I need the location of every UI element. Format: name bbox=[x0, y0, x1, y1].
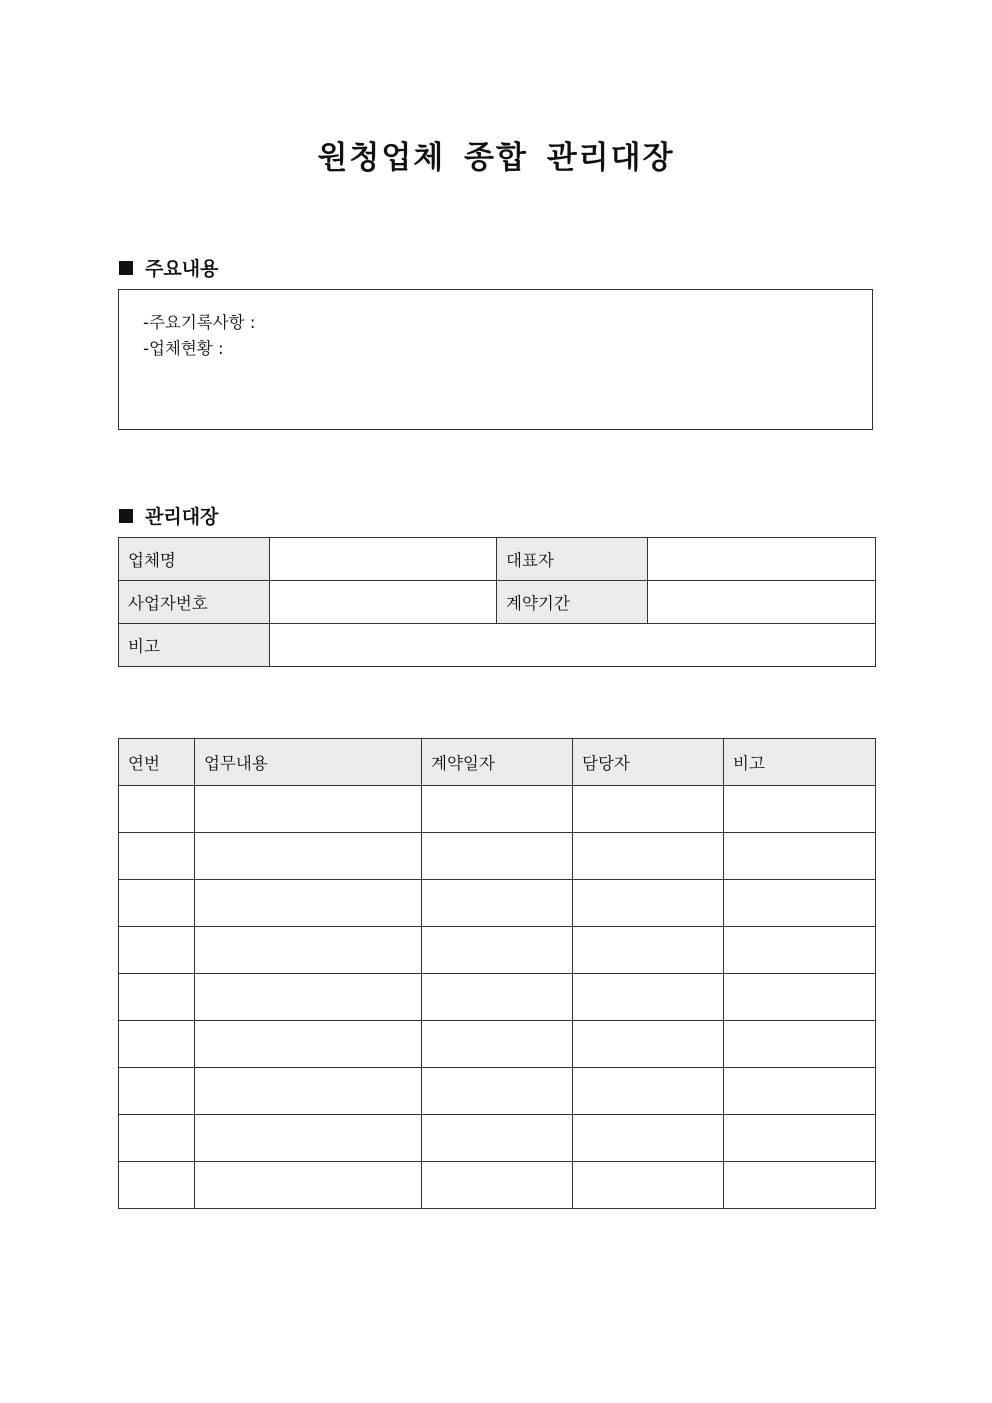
table-row bbox=[119, 927, 876, 974]
serial-number-cell[interactable] bbox=[119, 833, 195, 880]
task-content-cell[interactable] bbox=[195, 927, 422, 974]
remarks-cell[interactable] bbox=[724, 974, 876, 1021]
summary-heading bbox=[119, 254, 218, 281]
contract-date-cell[interactable] bbox=[422, 1068, 573, 1115]
header-contract-date: 계약일자 bbox=[422, 739, 573, 786]
contract-date-cell[interactable] bbox=[422, 927, 573, 974]
management-heading-label: 관리대장 bbox=[145, 506, 219, 528]
remarks-cell[interactable] bbox=[724, 833, 876, 880]
contract-date-cell[interactable] bbox=[422, 974, 573, 1021]
management-info-table bbox=[118, 537, 876, 667]
table-row bbox=[119, 786, 876, 833]
info-row bbox=[119, 538, 876, 581]
contract-date-cell[interactable] bbox=[422, 786, 573, 833]
representative-label: 대표자 bbox=[497, 538, 648, 581]
representative-field[interactable] bbox=[648, 538, 876, 581]
contract-period-label: 계약기간 bbox=[497, 581, 648, 624]
remarks-cell[interactable] bbox=[724, 927, 876, 974]
task-content-cell[interactable] bbox=[195, 1021, 422, 1068]
remarks-cell[interactable] bbox=[724, 786, 876, 833]
remarks-cell[interactable] bbox=[724, 1068, 876, 1115]
person-in-charge-cell[interactable] bbox=[573, 1115, 724, 1162]
info-row bbox=[119, 581, 876, 624]
contract-date-cell[interactable] bbox=[422, 1021, 573, 1068]
serial-number-cell[interactable] bbox=[119, 1068, 195, 1115]
summary-line-company-status: -업체현황 : bbox=[143, 339, 224, 358]
person-in-charge-cell[interactable] bbox=[573, 833, 724, 880]
header-remarks: 비고 bbox=[724, 739, 876, 786]
serial-number-cell[interactable] bbox=[119, 786, 195, 833]
task-content-cell[interactable] bbox=[195, 1068, 422, 1115]
serial-number-cell[interactable] bbox=[119, 1162, 195, 1209]
remarks-cell[interactable] bbox=[724, 880, 876, 927]
header-serial-number: 연번 bbox=[119, 739, 195, 786]
remarks-cell[interactable] bbox=[724, 1021, 876, 1068]
serial-number-cell[interactable] bbox=[119, 927, 195, 974]
records-body bbox=[119, 786, 876, 1209]
header-person-in-charge: 담당자 bbox=[573, 739, 724, 786]
contract-date-cell[interactable] bbox=[422, 1162, 573, 1209]
table-row bbox=[119, 1021, 876, 1068]
remarks-label: 비고 bbox=[119, 624, 270, 667]
person-in-charge-cell[interactable] bbox=[573, 786, 724, 833]
company-name-label: 업체명 bbox=[119, 538, 270, 581]
summary-line-major-records: -주요기록사항 : bbox=[143, 313, 256, 332]
person-in-charge-cell[interactable] bbox=[573, 880, 724, 927]
person-in-charge-cell[interactable] bbox=[573, 1162, 724, 1209]
business-number-label: 사업자번호 bbox=[119, 581, 270, 624]
serial-number-cell[interactable] bbox=[119, 880, 195, 927]
summary-heading-label: 주요내용 bbox=[145, 258, 219, 280]
person-in-charge-cell[interactable] bbox=[573, 1068, 724, 1115]
task-content-cell[interactable] bbox=[195, 833, 422, 880]
table-row bbox=[119, 833, 876, 880]
person-in-charge-cell[interactable] bbox=[573, 927, 724, 974]
person-in-charge-cell[interactable] bbox=[573, 1021, 724, 1068]
person-in-charge-cell[interactable] bbox=[573, 974, 724, 1021]
records-header-row bbox=[119, 739, 876, 786]
task-content-cell[interactable] bbox=[195, 974, 422, 1021]
table-row bbox=[119, 1115, 876, 1162]
remarks-field[interactable] bbox=[270, 624, 876, 667]
serial-number-cell[interactable] bbox=[119, 974, 195, 1021]
contract-date-cell[interactable] bbox=[422, 833, 573, 880]
task-content-cell[interactable] bbox=[195, 786, 422, 833]
management-heading bbox=[119, 502, 218, 529]
serial-number-cell[interactable] bbox=[119, 1115, 195, 1162]
task-content-cell[interactable] bbox=[195, 1162, 422, 1209]
table-row bbox=[119, 1068, 876, 1115]
contract-date-cell[interactable] bbox=[422, 1115, 573, 1162]
square-bullet-icon bbox=[119, 261, 133, 275]
contract-period-field[interactable] bbox=[648, 581, 876, 624]
contract-date-cell[interactable] bbox=[422, 880, 573, 927]
square-bullet-icon bbox=[119, 509, 133, 523]
page-title: 원청업체 종합 관리대장 bbox=[317, 140, 675, 176]
table-row bbox=[119, 974, 876, 1021]
info-row bbox=[119, 624, 876, 667]
summary-box[interactable] bbox=[118, 289, 873, 430]
task-content-cell[interactable] bbox=[195, 1115, 422, 1162]
remarks-cell[interactable] bbox=[724, 1162, 876, 1209]
header-task-content: 업무내용 bbox=[195, 739, 422, 786]
table-row bbox=[119, 880, 876, 927]
records-table bbox=[118, 738, 876, 1209]
company-name-field[interactable] bbox=[270, 538, 497, 581]
serial-number-cell[interactable] bbox=[119, 1021, 195, 1068]
remarks-cell[interactable] bbox=[724, 1115, 876, 1162]
task-content-cell[interactable] bbox=[195, 880, 422, 927]
table-row bbox=[119, 1162, 876, 1209]
business-number-field[interactable] bbox=[270, 581, 497, 624]
